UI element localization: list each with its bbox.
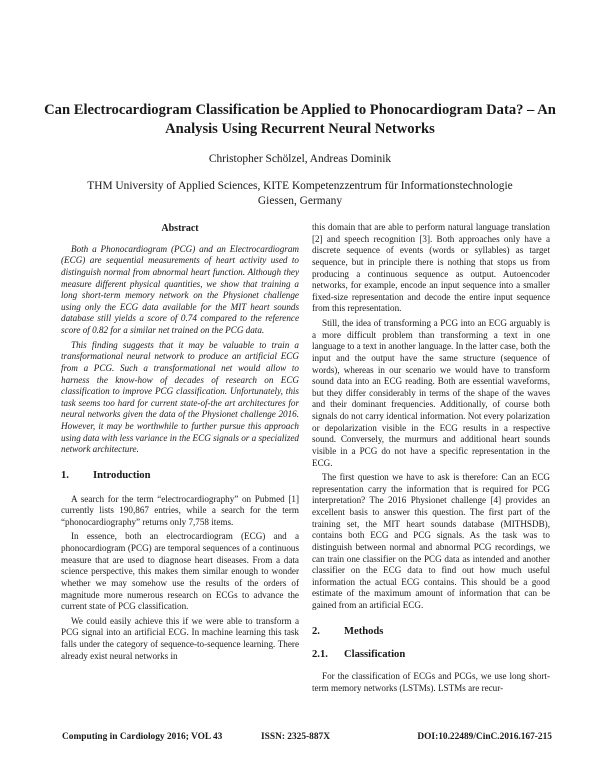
author-list: Christopher Schölzel, Andreas Dominik <box>208 153 392 165</box>
body-paragraph: We could easily achieve this if we were able to transform a PCG signal into an artificial ECG. In machine learning this task falls under the category of sequence-to-sequence learning. There already exist neural networks in <box>61 615 299 661</box>
abstract-paragraph: Both a Phonocardiogram (PCG) and an Electrocardiogram (ECG) are sequential measurements of heart activity used to distinguish normal from abnormal heart function. Although they measure different physical quantities, we show that training a long short-term memory network on the Physionet challenge using only the ECG data available for the MIT heart sounds database still yields a score of 0.74 compared to the reference score of 0.82 for a similar net trained on the PCG data. <box>61 243 299 335</box>
affiliation-line-2: Giessen, Germany <box>257 195 343 207</box>
body-paragraph: this domain that are able to perform natural language translation [2] and speech recognition [3]. Both approaches only have a discrete sequence of events (words or syllables) as target sequence, but in principle there is nothing that stops us from producing a continuous sequence as output. Autoencoder networks, for example, encode an input sequence into a smaller fixed-size representation and decode the entire input sequence from this representation. <box>312 222 550 314</box>
affiliation-line-1: THM University of Applied Sciences, KITE Kompetenzzentrum für Informationstechnologie <box>87 180 513 192</box>
footer-doi: DOI:10.22489/CinC.2016.167-215 <box>417 732 552 742</box>
body-paragraph: Still, the idea of transforming a PCG into an ECG arguably is a more difficult problem than transforming a text in one language to a text in another language. In the latter case, both the input and the output have the same structure (sequence of words), whereas in our scenario we would have to transform sound data into an ECG reading. Both are essential waveforms, but they differ considerably in terms of the shape of the waves and their dominant frequencies. Additionally, of course both signals do not carry identical information. Not every polarization or depolarization visible in the ECG results in a respective sound. Conversely, the murmurs and additional heart sounds visible in a PCG do not have a specific representation in the ECG. <box>312 318 550 468</box>
affiliation <box>40 179 560 209</box>
body-paragraph: The first question we have to ask is therefore: Can an ECG representation carry the information that is required for PCG interpretation? The 2016 Physionet challenge [4] provides an excellent basis to answer this question. The first part of the training set, the MIT heart sounds database (MITHSDB), contains both ECG and PCG signals. As the task was to distinguish between normal and abnormal PCG recordings, we can train one classifier on the PCG data as intended and another classifier on the ECG data to find out how much useful information the actual ECG contains. This should be a good estimate of the maximum amount of information that can be gained from an artificial ECG. <box>312 472 550 610</box>
right-column <box>312 222 550 697</box>
body-paragraph: For the classification of ECGs and PCGs, we use long short-term memory networks (LSTMs). LSTMs are recur- <box>312 670 550 693</box>
footer-journal: Computing in Cardiology 2016; VOL 43 <box>62 732 223 742</box>
subsection-title: Classification <box>344 649 406 661</box>
subsection-number: 2.1. <box>312 649 328 661</box>
page-footer <box>62 732 552 746</box>
left-column <box>61 220 299 665</box>
subsection-heading-classification <box>312 649 550 661</box>
section-title: Methods <box>344 625 384 637</box>
section-number: 1. <box>61 469 69 481</box>
footer-issn: ISSN: 2325-887X <box>261 732 331 742</box>
section-title: Introduction <box>93 469 151 481</box>
section-number: 2. <box>312 625 320 637</box>
abstract <box>61 223 299 456</box>
paper-title: Can Electrocardiogram Classification be Applied to Phonocardiogram Data? – An Analysis Using Recurrent Neural Networks <box>44 102 556 137</box>
section-heading-introduction <box>61 470 299 482</box>
abstract-heading: Abstract <box>161 223 199 234</box>
body-paragraph: In essence, both an electrocardiogram (ECG) and a phonocardiogram (PCG) are temporal sequences of a continuous measure that are used to diagnose heart diseases. From a data science perspective, this makes them similar enough to wonder whether we may somehow use the results of the orders of magnitude more numerous research on ECGs to advance the current state of PCG classification. <box>61 531 299 612</box>
abstract-paragraph: This finding suggests that it may be valuable to train a transformational neural network to produce an artificial ECG from a PCG. Such a transformational net would allow to harness the know-how of decades of research on ECG classification to improve PCG classification. Unfortunately, this task seems too hard for current state-of-the art architectures for neural networks given the data of the Physionet challenge 2016. However, it may be worthwhile to further pursue this approach using data with less variance in the ECG signals or a specialized network architecture. <box>61 339 299 455</box>
body-paragraph: A search for the term “electrocardiography” on Pubmed [1] currently lists 190,867 entries, while a search for the term “phonocardiography” returns only 7,758 items. <box>61 493 299 527</box>
section-heading-methods <box>312 626 550 638</box>
